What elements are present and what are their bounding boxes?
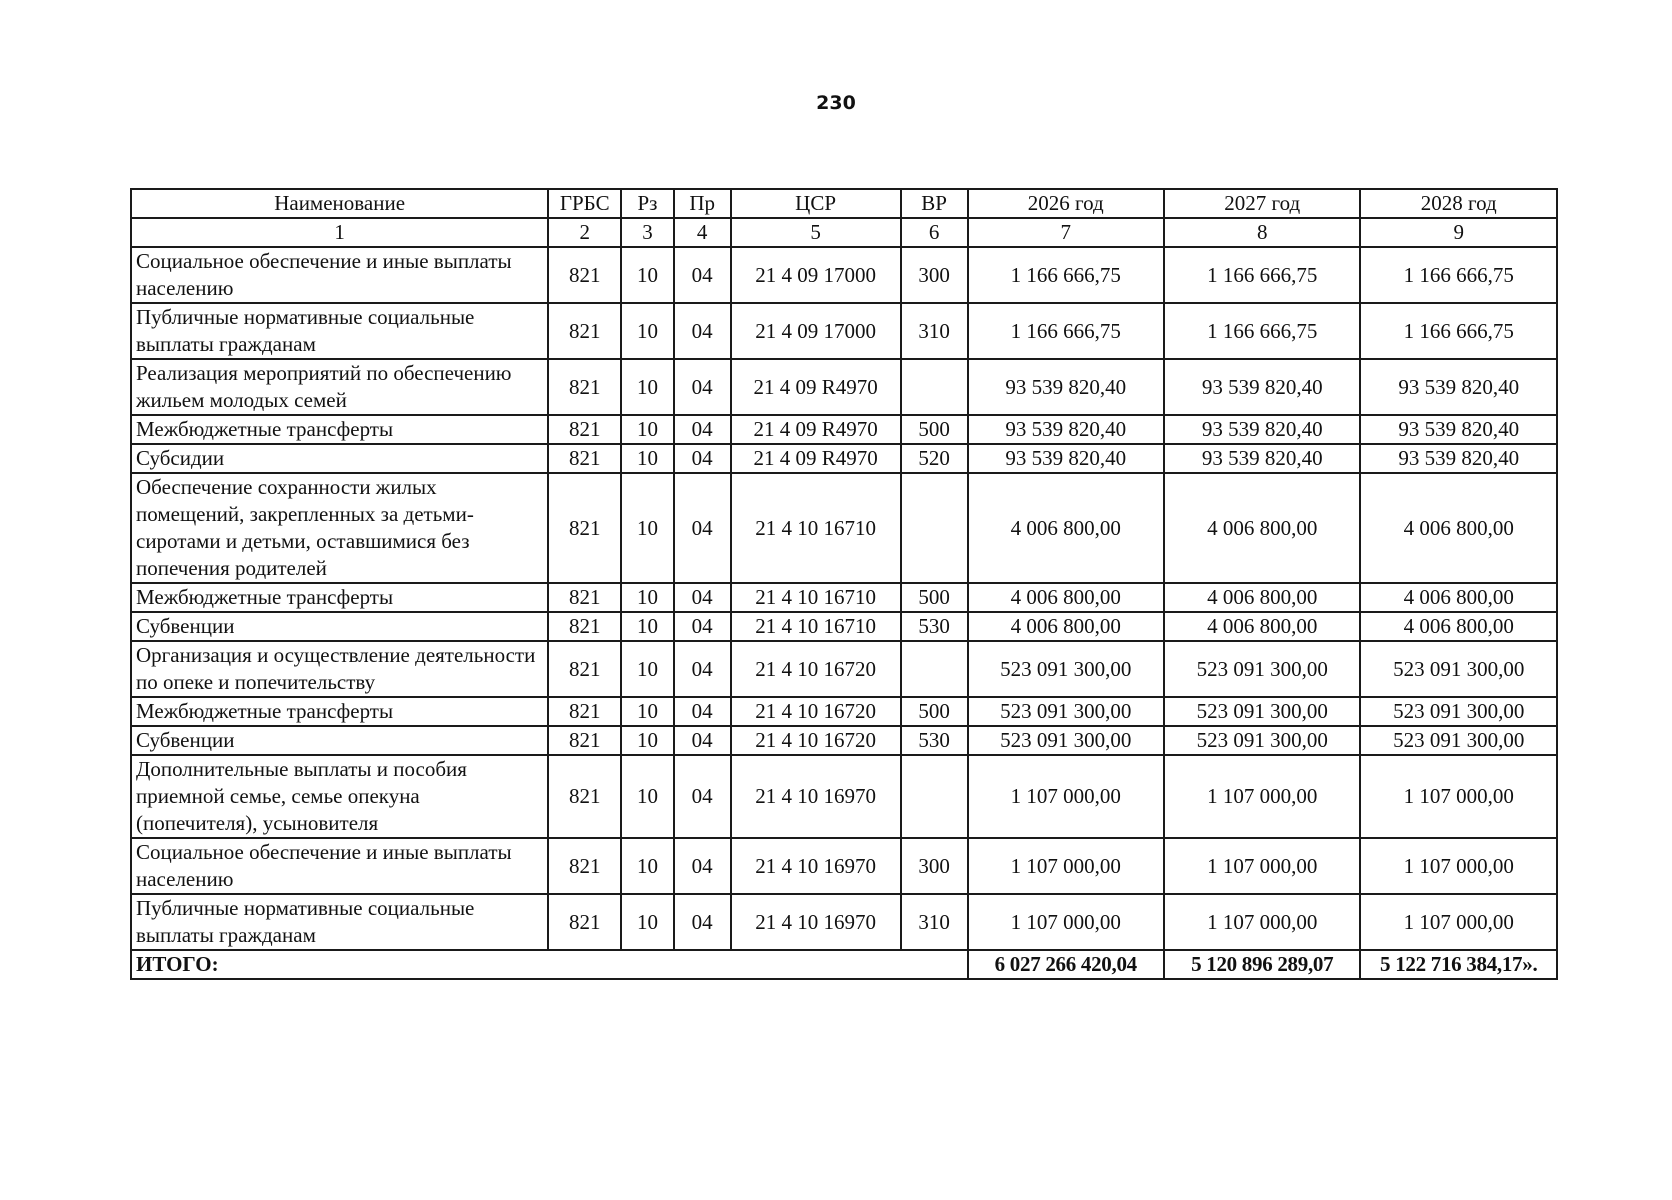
row-amount-2028: 1 166 666,75 [1360,303,1557,359]
column-number: 8 [1164,218,1360,247]
total-amount-2026: 6 027 266 420,04 [968,950,1164,979]
row-amount-2028: 93 539 820,40 [1360,444,1557,473]
row-vr: 500 [901,697,968,726]
row-vr: 530 [901,726,968,755]
page-number: 230 [816,92,856,114]
row-amount-2027: 1 166 666,75 [1164,303,1360,359]
row-rz: 10 [621,247,674,303]
row-csr: 21 4 09 R4970 [731,359,901,415]
row-amount-2027: 523 091 300,00 [1164,726,1360,755]
row-csr: 21 4 10 16720 [731,726,901,755]
row-amount-2026: 1 107 000,00 [968,894,1164,950]
row-amount-2027: 93 539 820,40 [1164,444,1360,473]
row-amount-2028: 93 539 820,40 [1360,415,1557,444]
row-grbs: 821 [548,583,621,612]
row-name: Дополнительные выплаты и пособия приемной семье, семье опекуна (попечителя), усыновителя [131,755,548,838]
row-amount-2026: 93 539 820,40 [968,359,1164,415]
row-vr: 500 [901,583,968,612]
row-vr: 500 [901,415,968,444]
row-grbs: 821 [548,444,621,473]
row-name: Публичные нормативные социальные выплаты гражданам [131,894,548,950]
row-vr [901,755,968,838]
header-year-2027: 2027 год [1164,189,1360,218]
row-grbs: 821 [548,359,621,415]
table-row [131,303,1557,359]
row-rz: 10 [621,755,674,838]
row-csr: 21 4 10 16720 [731,641,901,697]
row-rz: 10 [621,583,674,612]
row-amount-2026: 1 166 666,75 [968,247,1164,303]
row-rz: 10 [621,444,674,473]
column-number: 1 [131,218,548,247]
row-amount-2028: 523 091 300,00 [1360,697,1557,726]
row-csr: 21 4 09 17000 [731,247,901,303]
row-pr: 04 [674,755,731,838]
row-csr: 21 4 10 16710 [731,583,901,612]
row-name: Обеспечение сохранности жилых помещений, закрепленных за детьми-сиротами и детьми, оставшимися без попечения родителей [131,473,548,583]
header-name: Наименование [131,189,548,218]
row-vr [901,359,968,415]
row-pr: 04 [674,247,731,303]
row-rz: 10 [621,697,674,726]
row-amount-2026: 1 107 000,00 [968,838,1164,894]
row-amount-2026: 523 091 300,00 [968,697,1164,726]
row-amount-2028: 93 539 820,40 [1360,359,1557,415]
row-amount-2028: 523 091 300,00 [1360,726,1557,755]
row-csr: 21 4 09 17000 [731,303,901,359]
total-amount-2028: 5 122 716 384,17». [1360,950,1557,979]
row-pr: 04 [674,894,731,950]
row-grbs: 821 [548,894,621,950]
row-vr: 520 [901,444,968,473]
row-rz: 10 [621,359,674,415]
row-rz: 10 [621,415,674,444]
row-name: Субвенции [131,612,548,641]
column-number: 7 [968,218,1164,247]
row-amount-2027: 1 107 000,00 [1164,894,1360,950]
row-amount-2026: 4 006 800,00 [968,473,1164,583]
table-row [131,247,1557,303]
row-grbs: 821 [548,247,621,303]
row-amount-2026: 1 166 666,75 [968,303,1164,359]
header-year-2028: 2028 год [1360,189,1557,218]
row-grbs: 821 [548,473,621,583]
row-vr: 310 [901,894,968,950]
row-amount-2027: 1 166 666,75 [1164,247,1360,303]
total-row [131,950,1557,979]
total-label: ИТОГО: [131,950,968,979]
column-number: 4 [674,218,731,247]
row-amount-2026: 4 006 800,00 [968,583,1164,612]
row-amount-2027: 93 539 820,40 [1164,359,1360,415]
column-number: 5 [731,218,901,247]
row-vr [901,641,968,697]
row-amount-2028: 4 006 800,00 [1360,473,1557,583]
table-row [131,583,1557,612]
table-row [131,641,1557,697]
row-amount-2026: 523 091 300,00 [968,726,1164,755]
row-grbs: 821 [548,726,621,755]
column-number: 9 [1360,218,1557,247]
row-rz: 10 [621,612,674,641]
table-row [131,755,1557,838]
row-amount-2028: 1 107 000,00 [1360,838,1557,894]
row-grbs: 821 [548,755,621,838]
row-csr: 21 4 10 16970 [731,838,901,894]
column-number: 3 [621,218,674,247]
row-csr: 21 4 10 16710 [731,612,901,641]
row-rz: 10 [621,838,674,894]
row-pr: 04 [674,641,731,697]
row-name: Организация и осуществление деятельности по опеке и попечительству [131,641,548,697]
row-amount-2026: 93 539 820,40 [968,444,1164,473]
table-row [131,697,1557,726]
header-year-2026: 2026 год [968,189,1164,218]
row-vr: 300 [901,247,968,303]
row-name: Межбюджетные трансферты [131,697,548,726]
header-csr: ЦСР [731,189,901,218]
row-pr: 04 [674,415,731,444]
table-row [131,473,1557,583]
column-number: 2 [548,218,621,247]
row-amount-2027: 523 091 300,00 [1164,697,1360,726]
row-rz: 10 [621,726,674,755]
row-csr: 21 4 10 16970 [731,894,901,950]
row-name: Социальное обеспечение и иные выплаты населению [131,247,548,303]
row-pr: 04 [674,838,731,894]
row-amount-2027: 1 107 000,00 [1164,755,1360,838]
row-csr: 21 4 10 16720 [731,697,901,726]
table-row [131,359,1557,415]
row-name: Субвенции [131,726,548,755]
row-amount-2028: 4 006 800,00 [1360,612,1557,641]
row-amount-2026: 523 091 300,00 [968,641,1164,697]
table-row [131,726,1557,755]
row-vr: 310 [901,303,968,359]
row-amount-2028: 523 091 300,00 [1360,641,1557,697]
row-amount-2027: 93 539 820,40 [1164,415,1360,444]
row-pr: 04 [674,303,731,359]
row-vr [901,473,968,583]
row-pr: 04 [674,726,731,755]
row-name: Межбюджетные трансферты [131,415,548,444]
row-amount-2028: 1 107 000,00 [1360,894,1557,950]
row-amount-2026: 1 107 000,00 [968,755,1164,838]
table-row [131,444,1557,473]
row-rz: 10 [621,894,674,950]
row-pr: 04 [674,583,731,612]
row-amount-2027: 4 006 800,00 [1164,612,1360,641]
row-amount-2026: 93 539 820,40 [968,415,1164,444]
table-row [131,894,1557,950]
row-grbs: 821 [548,838,621,894]
total-amount-2027: 5 120 896 289,07 [1164,950,1360,979]
row-vr: 300 [901,838,968,894]
row-grbs: 821 [548,697,621,726]
row-amount-2027: 4 006 800,00 [1164,583,1360,612]
row-csr: 21 4 09 R4970 [731,444,901,473]
row-pr: 04 [674,697,731,726]
table-row [131,612,1557,641]
row-csr: 21 4 10 16710 [731,473,901,583]
row-csr: 21 4 09 R4970 [731,415,901,444]
column-number: 6 [901,218,968,247]
row-name: Межбюджетные трансферты [131,583,548,612]
row-name: Реализация мероприятий по обеспечению жильем молодых семей [131,359,548,415]
row-pr: 04 [674,444,731,473]
row-vr: 530 [901,612,968,641]
row-name: Социальное обеспечение и иные выплаты населению [131,838,548,894]
header-grbs: ГРБС [548,189,621,218]
row-grbs: 821 [548,641,621,697]
row-grbs: 821 [548,415,621,444]
row-amount-2027: 523 091 300,00 [1164,641,1360,697]
row-rz: 10 [621,641,674,697]
row-name: Субсидии [131,444,548,473]
row-pr: 04 [674,473,731,583]
header-vr: ВР [901,189,968,218]
row-amount-2028: 1 107 000,00 [1360,755,1557,838]
header-rz: Рз [621,189,674,218]
row-amount-2027: 1 107 000,00 [1164,838,1360,894]
row-pr: 04 [674,359,731,415]
row-csr: 21 4 10 16970 [731,755,901,838]
header-row [131,189,1557,218]
row-name: Публичные нормативные социальные выплаты гражданам [131,303,548,359]
column-number-row [131,218,1557,247]
budget-table [130,188,1558,980]
row-grbs: 821 [548,612,621,641]
header-pr: Пр [674,189,731,218]
row-amount-2028: 4 006 800,00 [1360,583,1557,612]
row-amount-2028: 1 166 666,75 [1360,247,1557,303]
row-amount-2026: 4 006 800,00 [968,612,1164,641]
row-grbs: 821 [548,303,621,359]
row-pr: 04 [674,612,731,641]
row-rz: 10 [621,303,674,359]
table-row [131,415,1557,444]
row-amount-2027: 4 006 800,00 [1164,473,1360,583]
table-row [131,838,1557,894]
row-rz: 10 [621,473,674,583]
